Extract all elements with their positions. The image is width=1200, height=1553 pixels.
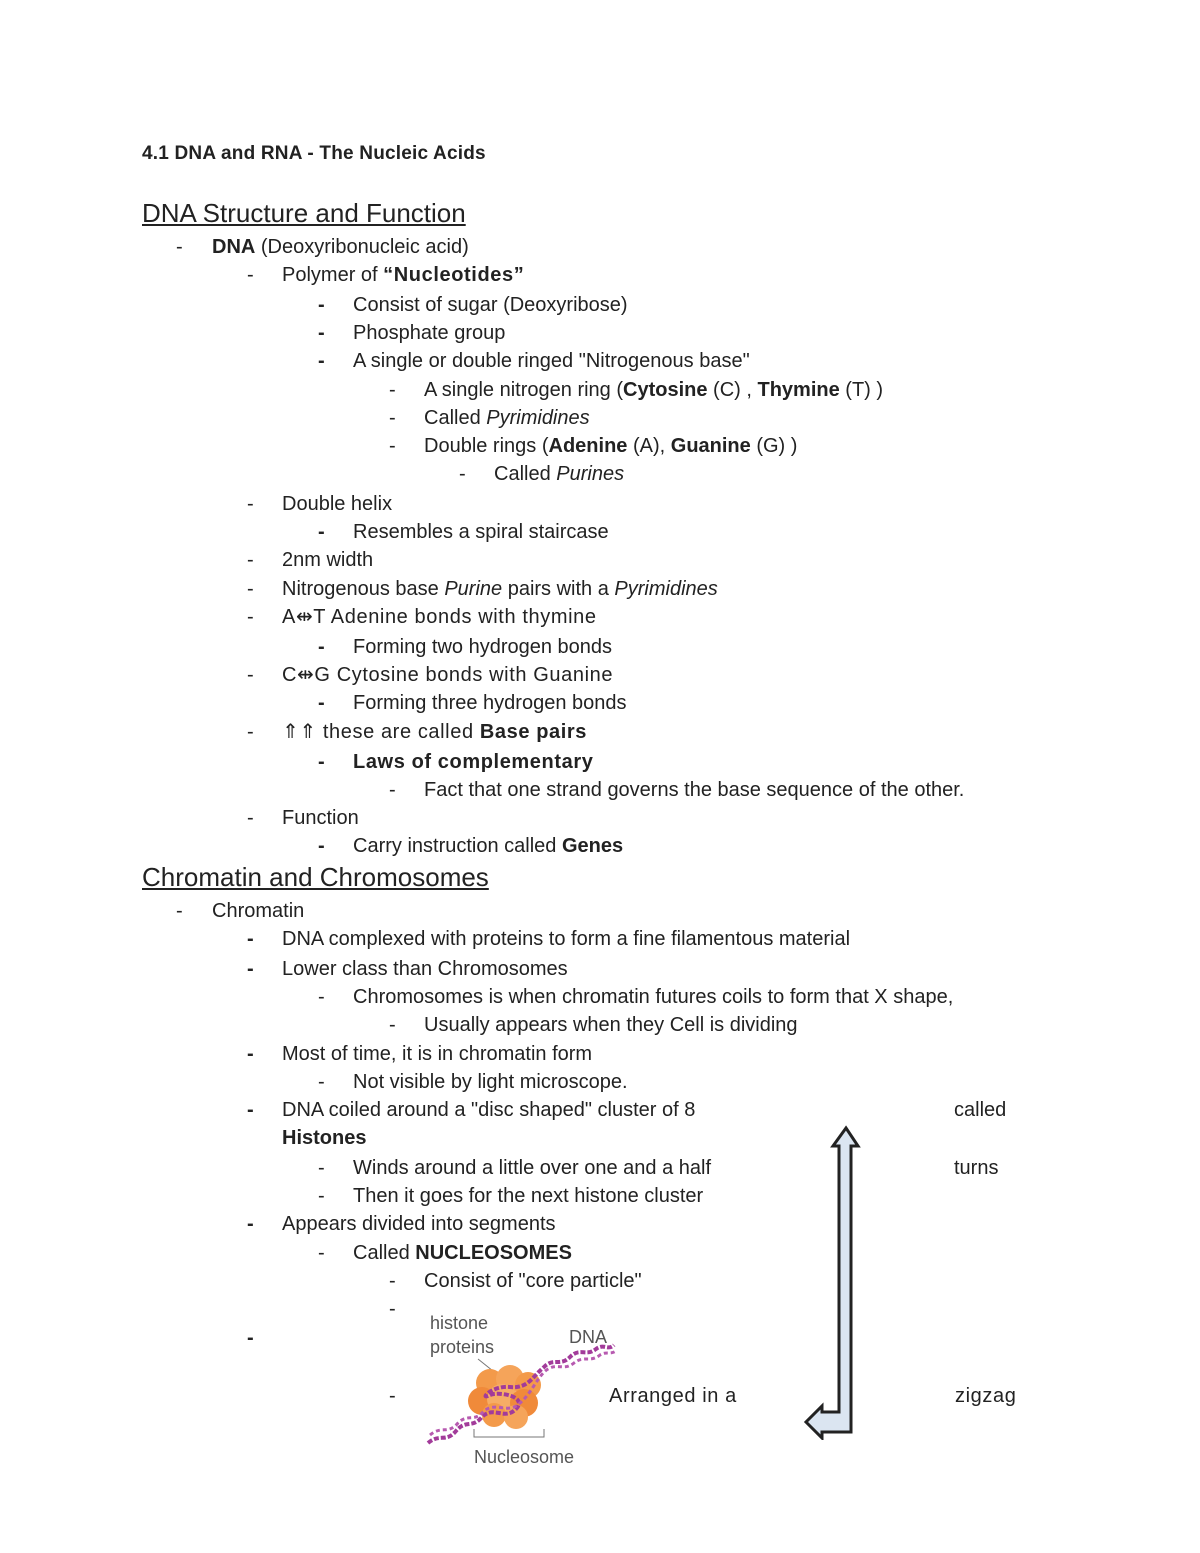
figure-label-proteins: proteins	[430, 1337, 495, 1357]
bullet-dash: -	[389, 1014, 396, 1036]
list-item: 2nm width	[282, 549, 374, 571]
bullet-dash: -	[318, 1157, 325, 1179]
section-heading-chromatin: Chromatin and Chromosomes	[142, 862, 489, 892]
list-item: Chromatin	[212, 900, 305, 922]
list-item: Called Purines	[494, 463, 625, 485]
list-item-wrap: Histones	[282, 1127, 367, 1149]
list-item: Most of time, it is in chromatin form	[282, 1043, 593, 1065]
list-item: Usually appears when they Cell is dividing	[424, 1014, 798, 1036]
down-left-arrow	[800, 1122, 864, 1440]
bullet-dash: -	[247, 549, 254, 571]
nucleosome-bracket	[474, 1429, 544, 1437]
list-item: Arranged in a	[609, 1385, 737, 1407]
list-item-continuation: zigzag	[955, 1385, 1017, 1407]
bullet-dash: -	[318, 350, 325, 372]
list-item: Carry instruction called Genes	[353, 835, 624, 857]
figure-label-dna: DNA	[569, 1327, 608, 1347]
list-item: Double helix	[282, 493, 393, 515]
list-item: Resembles a spiral staircase	[353, 521, 609, 543]
bullet-dash: -	[247, 606, 254, 628]
bullet-dash: -	[247, 493, 254, 515]
list-item: Forming two hydrogen bonds	[353, 636, 613, 658]
list-item: DNA complexed with proteins to form a fine filamentous material	[282, 928, 851, 950]
list-item: Winds around a little over one and a half	[353, 1157, 711, 1179]
list-item: DNA (Deoxyribonucleic acid)	[212, 236, 469, 258]
bullet-dash: -	[318, 1242, 325, 1264]
bullet-dash: -	[247, 1327, 254, 1349]
bullet-dash: -	[247, 721, 254, 743]
bullet-dash: -	[389, 779, 396, 801]
list-item: Forming three hydrogen bonds	[353, 692, 627, 714]
bullet-dash: -	[318, 986, 325, 1008]
list-item: A⇹T Adenine bonds with thymine	[282, 606, 597, 628]
list-item: Nitrogenous base Purine pairs with a Pyrimidines	[282, 578, 718, 600]
bullet-dash: -	[389, 1298, 396, 1320]
bullet-dash: -	[318, 835, 325, 857]
list-item-continuation: called	[954, 1099, 1007, 1121]
list-item: A single or double ringed "Nitrogenous base"	[353, 350, 750, 372]
bullet-dash: -	[318, 1185, 325, 1207]
bullet-dash: -	[176, 236, 183, 258]
list-item: Appears divided into segments	[282, 1213, 556, 1235]
bullet-dash: -	[318, 521, 325, 543]
list-item-continuation: turns	[954, 1157, 999, 1179]
section-heading-dna: DNA Structure and Function	[142, 198, 466, 228]
list-item: Called Pyrimidines	[424, 407, 590, 429]
bullet-dash: -	[318, 1071, 325, 1093]
bullet-dash: -	[318, 294, 325, 316]
list-item: Function	[282, 807, 359, 829]
bullet-dash: -	[389, 407, 396, 429]
list-item: Then it goes for the next histone cluster	[353, 1185, 704, 1207]
figure-label-nucleosome: Nucleosome	[474, 1447, 575, 1467]
bullet-dash: -	[247, 578, 254, 600]
list-item: DNA coiled around a "disc shaped" cluster of 8	[282, 1099, 696, 1121]
bullet-dash: -	[318, 692, 325, 714]
list-item: Lower class than Chromosomes	[282, 958, 568, 980]
list-item: Polymer of “Nucleotides”	[282, 264, 525, 286]
list-item: Fact that one strand governs the base sequence of the other.	[424, 779, 965, 801]
bullet-dash: -	[247, 1043, 254, 1065]
bullet-dash: -	[459, 463, 466, 485]
bullet-dash: -	[176, 900, 183, 922]
bullet-dash: -	[247, 928, 254, 950]
bullet-dash: -	[247, 264, 254, 286]
bullet-dash: -	[247, 807, 254, 829]
list-item: ⇑⇑ these are called Base pairs	[282, 721, 588, 743]
list-item: A single nitrogen ring (Cytosine (C) , Thymine (T) )	[424, 379, 884, 401]
nucleosome-figure	[420, 1305, 620, 1475]
bullet-dash: -	[247, 1213, 254, 1235]
list-item: Not visible by light microscope.	[353, 1071, 628, 1093]
bullet-dash: -	[389, 1385, 396, 1407]
list-item: Phosphate group	[353, 322, 506, 344]
list-item: C⇹G Cytosine bonds with Guanine	[282, 664, 614, 686]
page-title: 4.1 DNA and RNA - The Nucleic Acids	[142, 143, 486, 164]
bullet-dash: -	[389, 1270, 396, 1292]
bullet-dash: -	[318, 751, 325, 773]
figure-label-histone: histone	[430, 1313, 489, 1333]
bullet-dash: -	[318, 636, 325, 658]
bullet-dash: -	[389, 379, 396, 401]
bullet-dash: -	[318, 322, 325, 344]
list-item: Consist of sugar (Deoxyribose)	[353, 294, 628, 316]
list-item: Chromosomes is when chromatin futures coils to form that X shape,	[353, 986, 954, 1008]
list-item: Double rings (Adenine (A), Guanine (G) )	[424, 435, 798, 457]
bullet-dash: -	[247, 1099, 254, 1121]
bullet-dash: -	[247, 664, 254, 686]
list-item: Consist of "core particle"	[424, 1270, 642, 1292]
list-item: Called NUCLEOSOMES	[353, 1242, 572, 1264]
bullet-dash: -	[389, 435, 396, 457]
bullet-dash: -	[247, 958, 254, 980]
list-item: Laws of complementary	[353, 751, 594, 773]
